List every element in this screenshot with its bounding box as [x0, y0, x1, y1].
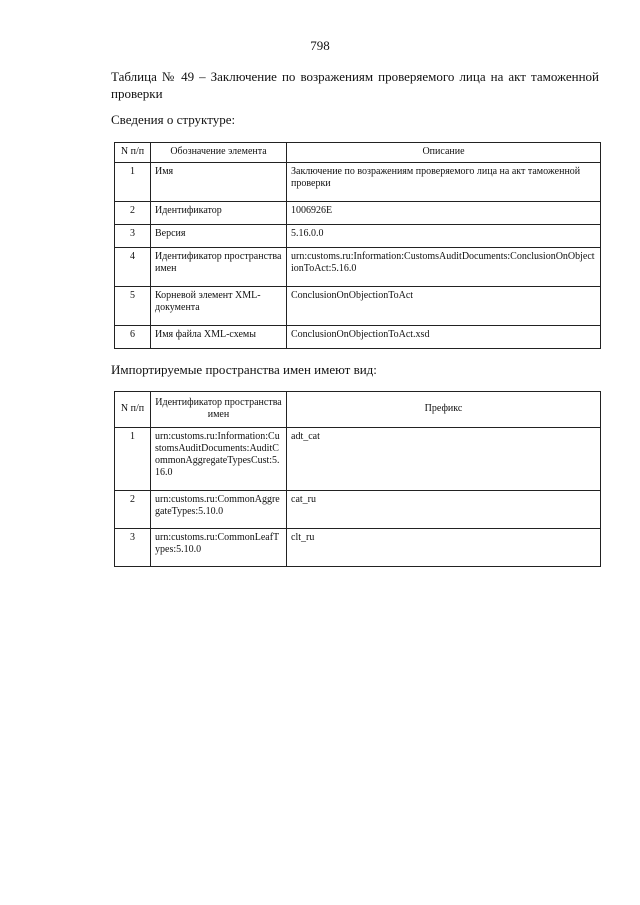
- table-row: [115, 428, 601, 491]
- table-cell: Идентификатор: [151, 202, 287, 225]
- column-header: N п/п: [115, 143, 151, 163]
- column-header: Префикс: [287, 392, 601, 428]
- table-cell: clt_ru: [287, 529, 601, 567]
- table-cell: 4: [115, 248, 151, 287]
- table-row: [115, 529, 601, 567]
- table-cell: cat_ru: [287, 491, 601, 529]
- table-cell: urn:customs.ru:Information:CustomsAuditDocuments:ConclusionOnObjectionToAct:5.16.0: [287, 248, 601, 287]
- table-cell: Заключение по возражениям проверяемого лица на акт таможенной проверки: [287, 163, 601, 202]
- table-cell: 1: [115, 163, 151, 202]
- table-cell: Версия: [151, 225, 287, 248]
- table-cell: 5: [115, 287, 151, 326]
- column-header: Обозначение элемента: [151, 143, 287, 163]
- table-row: [115, 202, 601, 225]
- table-cell: Имя: [151, 163, 287, 202]
- namespaces-table: [114, 391, 601, 567]
- table-cell: Идентификатор пространства имен: [151, 248, 287, 287]
- table-row: [115, 491, 601, 529]
- table-row: [115, 287, 601, 326]
- table-cell: Имя файла XML-схемы: [151, 326, 287, 349]
- structure-heading: Сведения о структуре:: [111, 112, 236, 127]
- column-header: N п/п: [115, 392, 151, 428]
- table-row: [115, 225, 601, 248]
- table-cell: 5.16.0.0: [287, 225, 601, 248]
- structure-table: [114, 142, 601, 349]
- table-cell: 3: [115, 225, 151, 248]
- column-header: Описание: [287, 143, 601, 163]
- table-row: [115, 326, 601, 349]
- table-cell: 3: [115, 529, 151, 567]
- table-cell: adt_cat: [287, 428, 601, 491]
- table-cell: urn:customs.ru:CommonAggregateTypes:5.10.0: [151, 491, 287, 529]
- column-header: Идентификатор пространства имен: [151, 392, 287, 428]
- table-row: [115, 248, 601, 287]
- table-cell: 1006926E: [287, 202, 601, 225]
- table-cell: ConclusionOnObjectionToAct: [287, 287, 601, 326]
- table-cell: urn:customs.ru:Information:CustomsAuditDocuments:AuditCommonAggregateTypesCust:5.16.0: [151, 428, 287, 491]
- table-cell: Корневой элемент XML-документа: [151, 287, 287, 326]
- table-header-row: [115, 392, 601, 428]
- table-caption: Таблица № 49 – Заключение по возражениям проверяемого лица на акт таможенной проверки: [111, 69, 599, 101]
- table-cell: urn:customs.ru:CommonLeafTypes:5.10.0: [151, 529, 287, 567]
- table-cell: 2: [115, 202, 151, 225]
- table-cell: 6: [115, 326, 151, 349]
- table-row: [115, 163, 601, 202]
- page-number: 798: [310, 38, 330, 53]
- table-cell: 2: [115, 491, 151, 529]
- table-cell: ConclusionOnObjectionToAct.xsd: [287, 326, 601, 349]
- table-cell: 1: [115, 428, 151, 491]
- namespaces-heading: Импортируемые пространства имен имеют вид:: [111, 362, 377, 377]
- table-header-row: [115, 143, 601, 163]
